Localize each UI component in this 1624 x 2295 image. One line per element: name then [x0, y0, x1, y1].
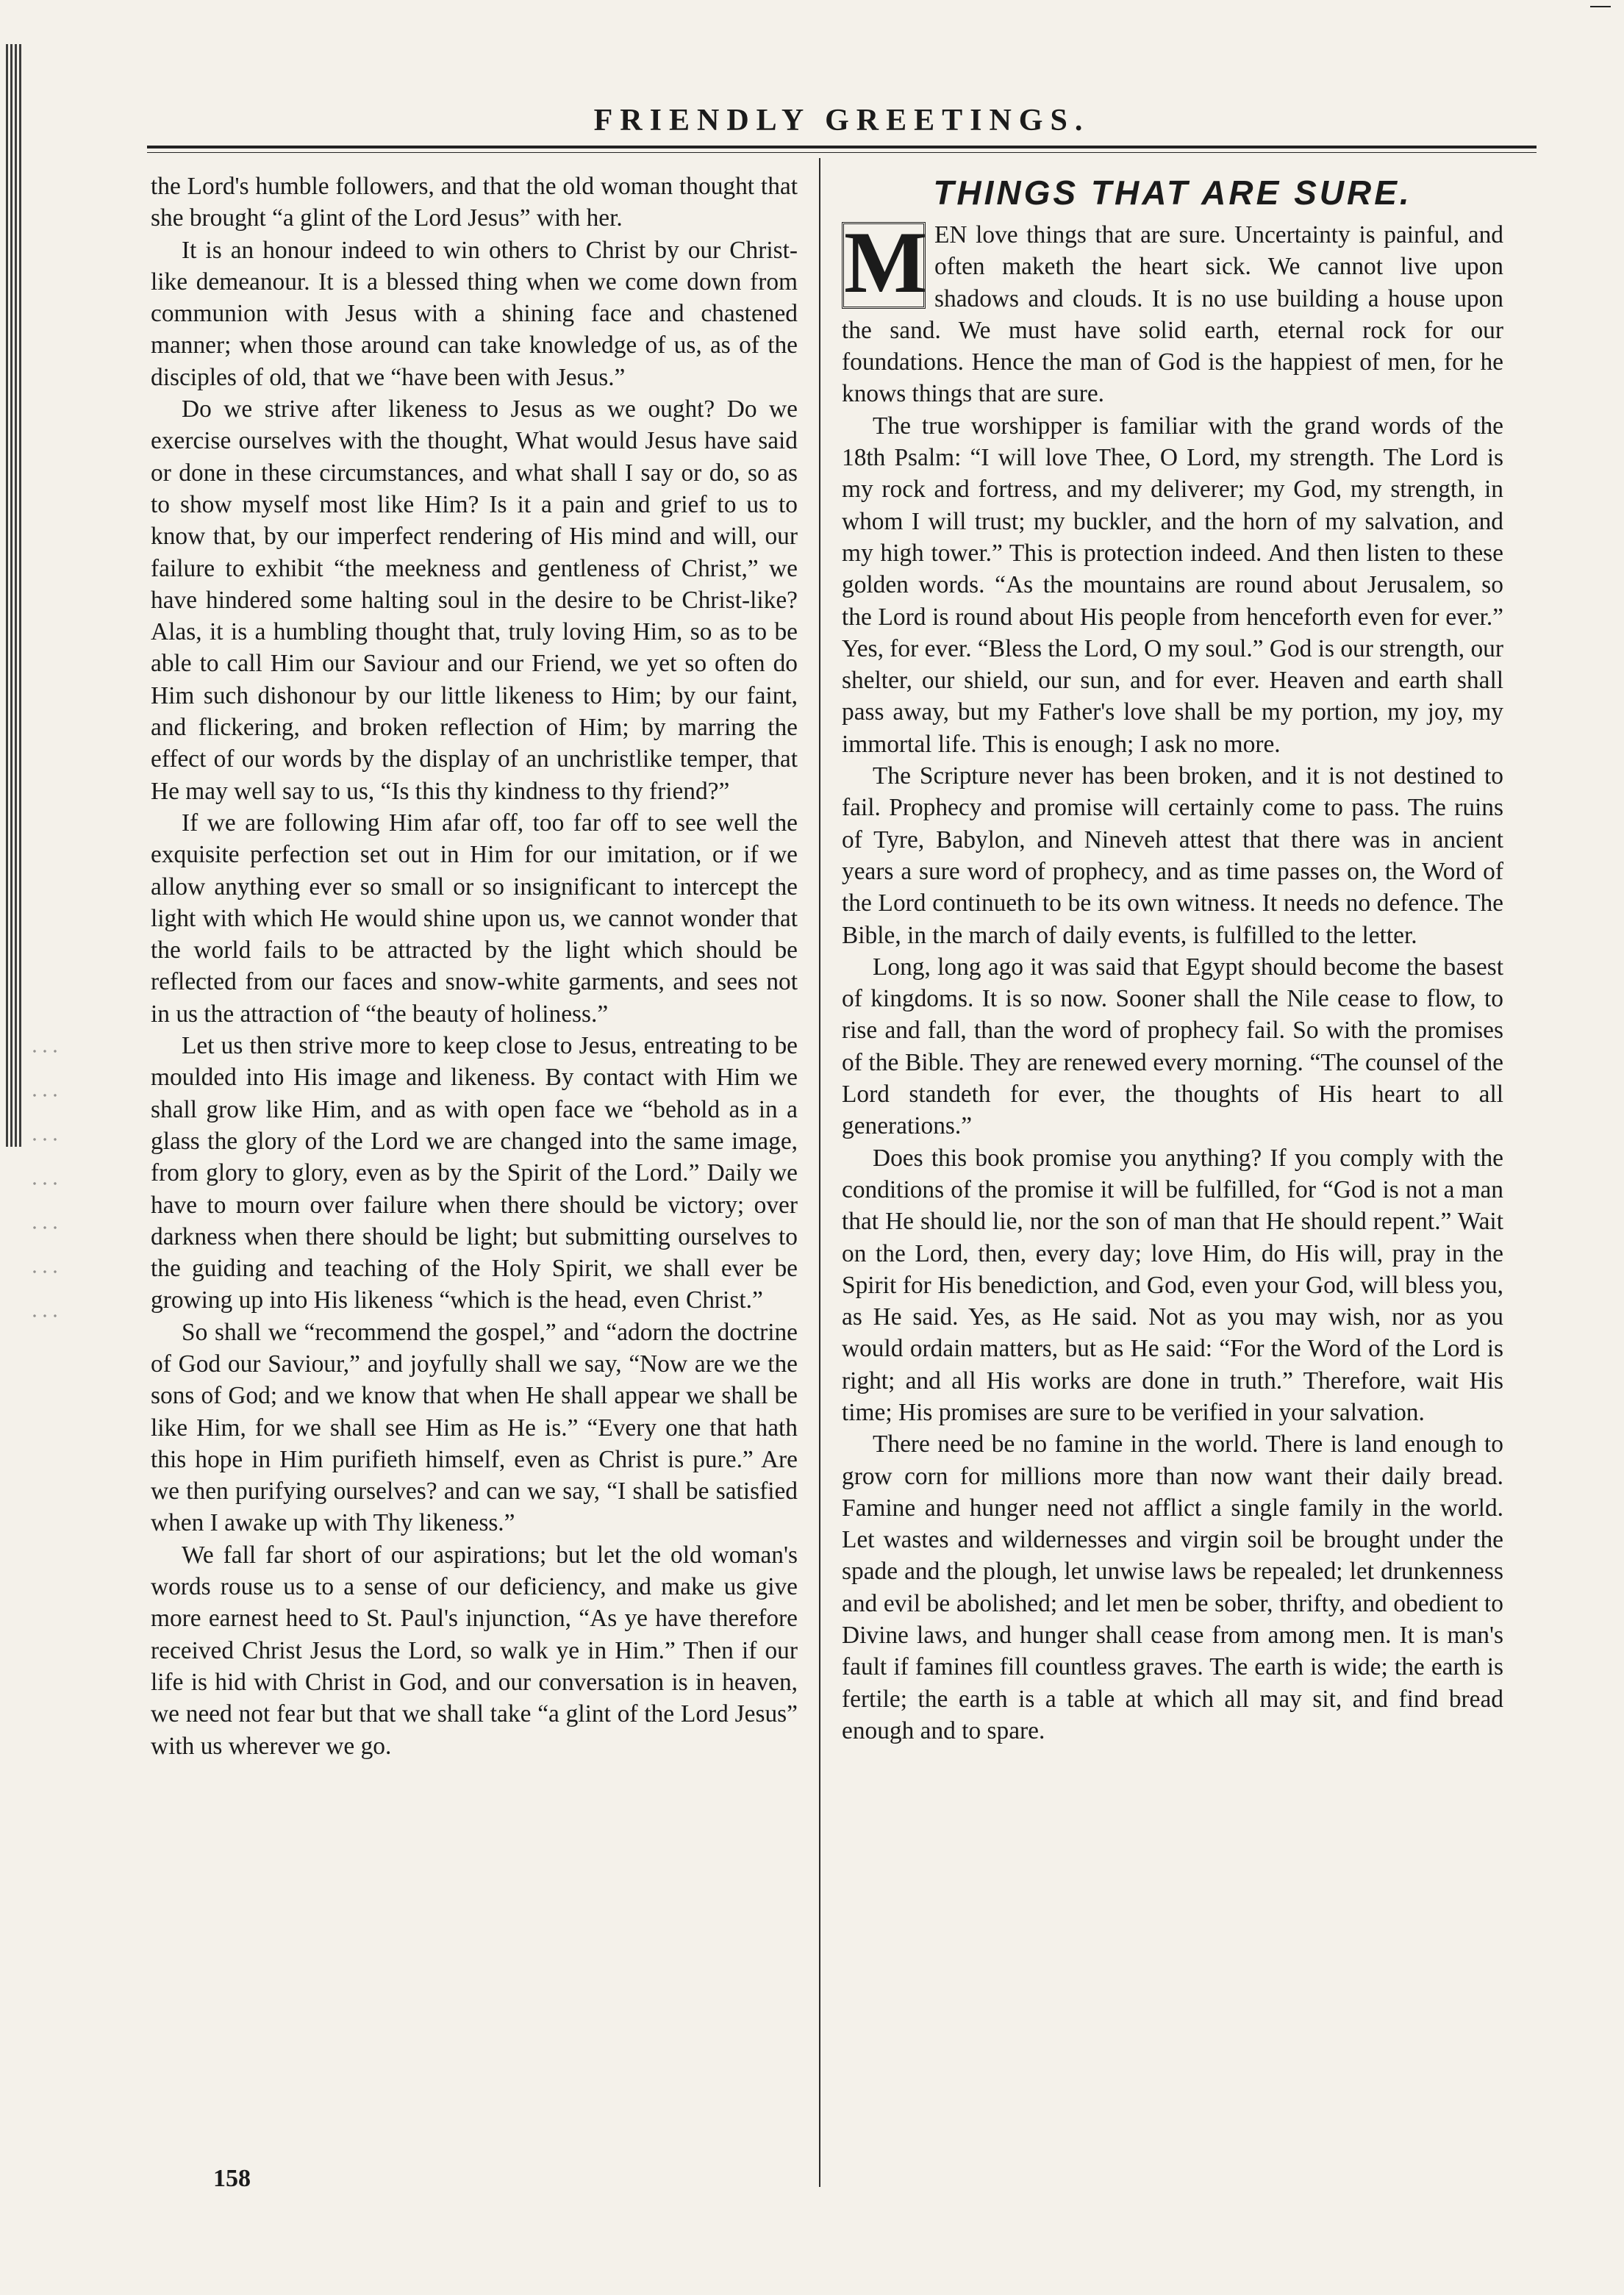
- running-header: FRIENDLY GREETINGS.: [593, 104, 1090, 137]
- drop-cap: M: [842, 222, 926, 309]
- paragraph: Long, long ago it was said that Egypt should become the basest of kingdoms. It is so now. Sooner shall the Nile cease to flow, to rise and fall, than the word of prophecy fail. So with the promises of the Bible. They are renewed every morning. “The counsel of the Lord standeth for ever, the thoughts of His heart to all generations.”: [842, 953, 1503, 1140]
- paragraph: If we are following Him afar off, too far off to see well the exquisite perfection set out in Him for our imitation, or if we allow anything ever so small or so insignificant to intercept the light with which He would shine upon us, we cannot wonder that the world fails to be attracted by the light which should be reflected from our faces and snow-white garments, and sees not in us the attraction of “the beauty of holiness.”: [151, 809, 798, 1028]
- paragraph: the Lord's humble followers, and that the old woman thought that she brought “a glint of the Lord Jesus” with her.: [151, 173, 798, 232]
- paragraph: The true worshipper is familiar with the grand words of the 18th Psalm: “I will love Thee, O Lord, my strength. The Lord is my rock and fortress, and my deliverer; my God, my strength, in whom I will trust; my buckler, and the horn of my salvation, and my high tower.” This is protection indeed. And then listen to these golden words. “As the mountains are round about Jerusalem, so the Lord is round about His people from henceforth even for ever.” Yes, for ever. “Bless the Lord, O my soul.” God is our strength, our shelter, our shield, our sun, and for ever. Heaven and earth shall pass away, but my Father's love shall be my portion, my joy, my immortal life. This is enough; I ask no more.: [842, 412, 1503, 758]
- right-column: [842, 171, 1503, 1747]
- paragraph: The Scripture never has been broken, and it is not destined to fail. Prophecy and promise will certainly come to pass. The ruins of Tyre, Babylon, and Nineveh attest that there was in ancient years a sure word of prophecy, and as time passes on, the Word of the Lord continueth to be its own witness. It needs no defence. The Bible, in the march of daily events, is fulfilled to the letter.: [842, 762, 1503, 949]
- article-title: THINGS THAT ARE SURE.: [933, 173, 1412, 212]
- paragraph: So shall we “recommend the gospel,” and “adorn the doctrine of God our Saviour,” and joyfully shall we say, “Now are we the sons of God; and we know that when He shall appear we shall be like Him, for we shall see Him as He is.” “Every one that hath this hope in Him purifieth himself, even as Christ is pure.” Are we then purifying ourselves? and can we say, “I shall be satisfied when I awake up with Thy likeness.”: [151, 1318, 798, 1537]
- corner-mark: [1590, 6, 1611, 7]
- paper-specks: [29, 1029, 59, 1323]
- paragraph-text: EN love things that are sure. Uncertainty is painful, and often maketh the heart sick. We cannot live upon shadows and clouds. It is no use building a house upon the sand. We must have solid earth, eternal rock for our foundations. Hence the man of God is the happiest of men, for he knows things that are sure.: [842, 221, 1503, 408]
- header-rule: [147, 146, 1537, 153]
- paragraph: It is an honour indeed to win others to Christ by our Christ-like demeanour. It is a blessed thing when we come down from communion with Jesus with a shining face and chastened manner; when those around can take knowledge of us, as of the disciples of old, that we “have been with Jesus.”: [151, 236, 798, 391]
- column-divider: [819, 158, 820, 2187]
- paragraph: We fall far short of our aspirations; but let the old woman's words rouse us to a sense of our deficiency, and make us give more earnest heed to St. Paul's injunction, “As ye have therefore received Christ Jesus the Lord, so walk ye in Him.” Then if our life is hid with Christ in God, and our conversation is in heaven, we need not fear but that we shall take “a glint of the Lord Jesus” with us wherever we go.: [151, 1541, 798, 1760]
- left-column: [151, 171, 798, 1762]
- paragraph: Do we strive after likeness to Jesus as we ought? Do we exercise ourselves with the thought, What would Jesus have said or done in these circumstances, and what shall I say or do, so as to show myself most like Him? Is it a pain and grief to us to know that, by our imperfect rendering of His mind and will, our failure to exhibit “the meekness and gentleness of Christ,” we have hindered some halting soul in the desire to be Christ-like? Alas, it is a humbling thought that, truly loving Him, so as to be able to call Him our Saviour and our Friend, we yet so often do Him such dishonour by our little likeness to Him; by our faint, and flickering, and broken reflection of Him; by marring the effect of our words by the display of an unchristlike temper, that He may well say to us, “Is this thy kindness to thy friend?”: [151, 395, 798, 805]
- paragraph: Let us then strive more to keep close to Jesus, entreating to be moulded into His image and likeness. By contact with Him we shall grow like Him, and as with open face we “behold as in a glass the glory of the Lord we are changed into the same image, from glory to glory, even as by the Spirit of the Lord.” Daily we have to mourn over failure when there should be victory; over darkness when there should be light; but submitting ourselves to the guiding and teaching of the Holy Spirit, we shall ever be growing up into His likeness “which is the head, even Christ.”: [151, 1032, 798, 1314]
- page-number: 158: [213, 2165, 251, 2192]
- paragraph: There need be no famine in the world. There is land enough to grow corn for millions more than now want their daily bread. Famine and hunger need not afflict a single family in the world. Let wastes and wildernesses and virgin soil be brought under the spade and the plough, let unwise laws be repealed; let drunkenness and evil be abolished; and let men be sober, thrifty, and obedient to Divine laws, and hunger shall cease from among men. It is man's fault if famines fill countless graves. The earth is wide; the earth is fertile; the earth is a table at which all may sit, and find bread enough and to spare.: [842, 1431, 1503, 1744]
- page-binding-edge: [6, 44, 22, 1147]
- paragraph: [842, 213, 1503, 410]
- paragraph: Does this book promise you anything? If you comply with the conditions of the promise it will be fulfilled, for “God is not a man that He should lie, nor the son of man that He should repent.” Wait on the Lord, then, every day; love Him, do His will, pray in the Spirit for His benediction, and God, even your God, will bless you, as He said. Yes, as He said. Not as you may wish, nor as you would ordain matters, but as He said: “For the Word of the Lord is right; and all His works are done in truth.” Therefore, wait His time; His promises are sure to be verified in your salvation.: [842, 1144, 1503, 1426]
